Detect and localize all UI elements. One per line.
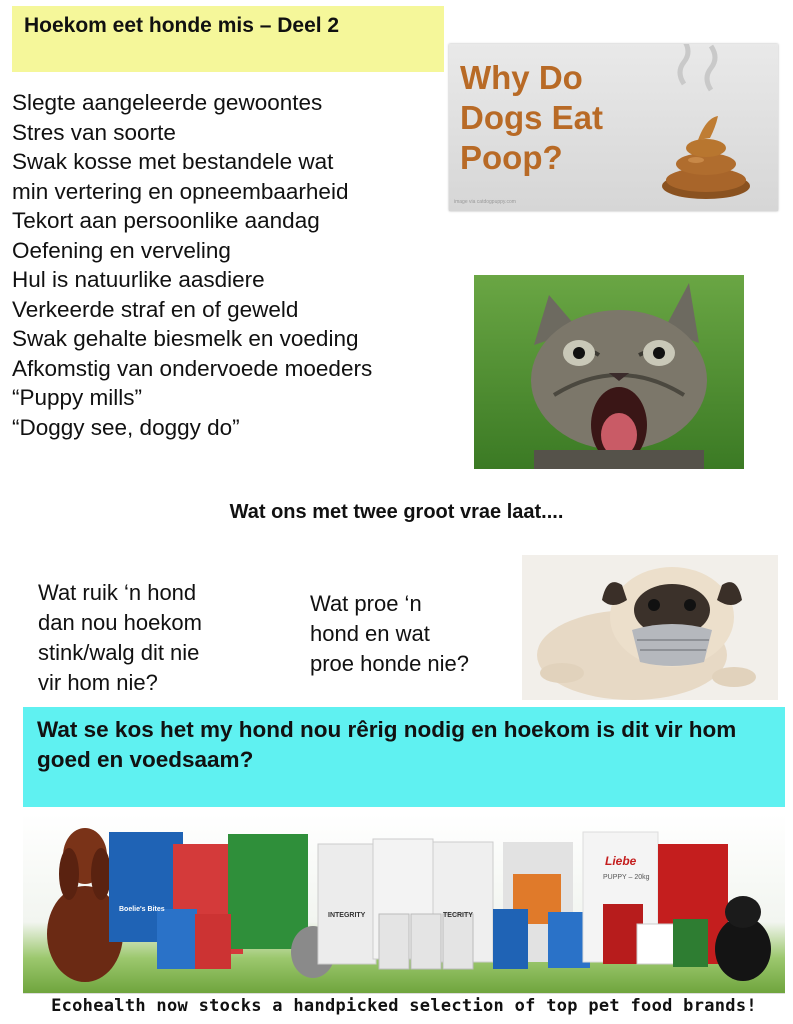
headline-line: Poop? bbox=[460, 139, 563, 176]
brand-label: Liebe bbox=[605, 854, 637, 868]
list-item: Slegte aangeleerde gewoontes bbox=[12, 90, 323, 115]
list-item: “Doggy see, doggy do” bbox=[12, 414, 240, 440]
list-item: Tekort aan persoonlike aandag bbox=[12, 208, 320, 233]
list-item: Swak gehalte biesmelk en voeding bbox=[12, 326, 359, 351]
list-item: “Puppy mills” bbox=[12, 385, 143, 410]
brand-label: PUPPY – 20kg bbox=[603, 874, 650, 881]
list-item: Hul is natuurlike aasdiere bbox=[12, 267, 265, 292]
brand-label: TECRITY bbox=[443, 912, 473, 919]
list-item: Stres van soorte bbox=[12, 119, 176, 145]
list-item: Oefening en verveling bbox=[12, 237, 231, 263]
poop-card-headline bbox=[460, 58, 660, 178]
question-smell bbox=[38, 578, 268, 698]
list-item: Swak kosse met bestandele wat bbox=[12, 149, 334, 174]
footer-text: Ecohealth now stocks a handpicked selection of top pet food brands! bbox=[51, 996, 757, 1016]
questions-heading: Wat ons met twee groot vrae laat.... bbox=[229, 501, 564, 523]
headline-line: Dogs Eat bbox=[460, 99, 604, 136]
question-taste bbox=[310, 589, 520, 679]
list-item: Verkeerde straf en of geweld bbox=[12, 296, 299, 322]
callout-text: Wat se kos het my hond nou rêrig nodig en hoekom is dit vir hom goed en voedsaam? bbox=[37, 717, 737, 772]
reasons-list bbox=[12, 88, 372, 442]
question-line: Wat proe ‘n bbox=[310, 591, 422, 616]
question-line: vir hom nie? bbox=[38, 670, 158, 695]
question-line: Wat ruik ‘n hond bbox=[38, 580, 197, 605]
image-caption: image via catdogpuppy.com bbox=[454, 199, 516, 205]
question-line: dan nou hoekom bbox=[38, 610, 202, 635]
pet-food-banner bbox=[23, 814, 785, 994]
brand-label: Boelie's Bites bbox=[119, 906, 165, 913]
question-line: stink/walg dit nie bbox=[38, 640, 200, 665]
question-line: hond en wat bbox=[310, 621, 430, 646]
page-title: Hoekom eet honde mis – Deel 2 bbox=[24, 14, 340, 37]
screaming-cat-photo bbox=[474, 275, 744, 469]
list-item: Afkomstig van ondervoede moeders bbox=[12, 355, 373, 381]
headline-line: Why Do bbox=[460, 59, 583, 96]
brand-label: INTEGRITY bbox=[328, 912, 366, 919]
list-item: min vertering en opneembaarheid bbox=[12, 178, 349, 204]
pug-with-mask-photo bbox=[522, 555, 778, 700]
poop-icon bbox=[658, 112, 754, 200]
question-line: proe honde nie? bbox=[310, 651, 470, 676]
